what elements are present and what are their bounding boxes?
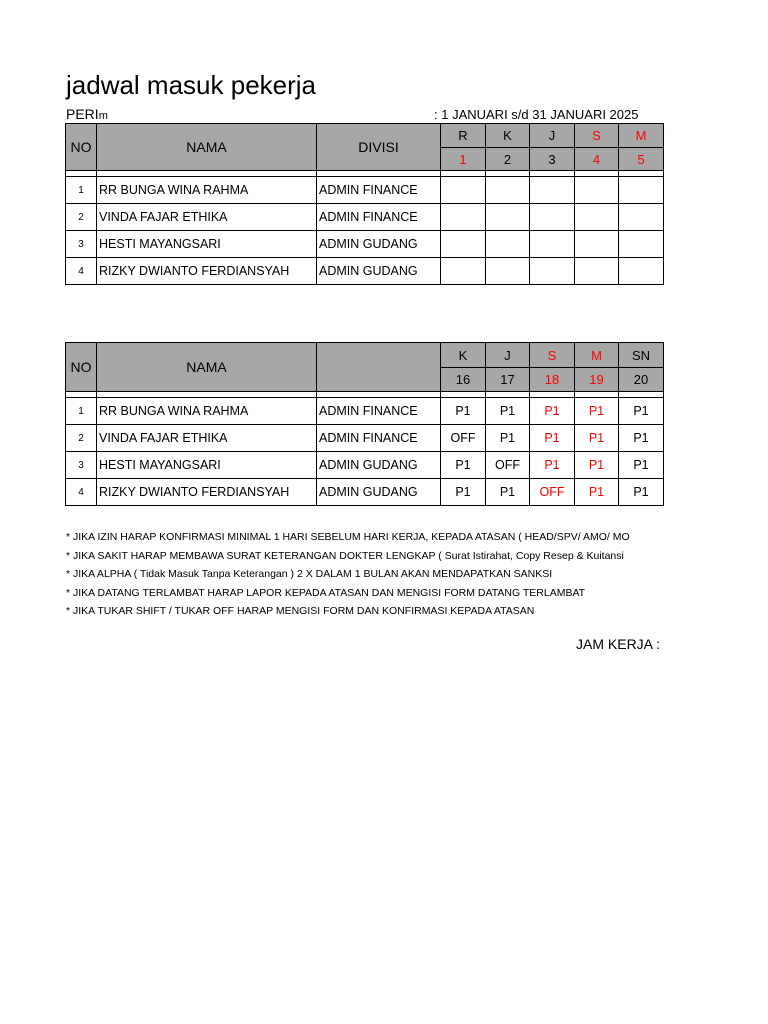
shift-cell: P1 bbox=[619, 479, 664, 506]
note-item: * JIKA SAKIT HARAP MEMBAWA SURAT KETERANGAN DOKTER LENGKAP ( Surat Istirahat, Copy Resep & Kuitansi bbox=[66, 549, 624, 562]
day-date: 17 bbox=[486, 368, 530, 392]
day-letter: SN bbox=[619, 343, 664, 368]
shift-cell bbox=[575, 177, 619, 204]
table-row bbox=[66, 479, 664, 506]
shift-cell bbox=[486, 177, 530, 204]
shift-cell: P1 bbox=[530, 398, 575, 425]
shift-cell bbox=[530, 231, 575, 258]
row-nama: RIZKY DWIANTO FERDIANSYAH bbox=[97, 479, 317, 506]
schedule-table-2 bbox=[65, 342, 664, 506]
header-no: NO bbox=[66, 124, 97, 171]
row-no: 3 bbox=[66, 452, 97, 479]
row-no: 3 bbox=[66, 231, 97, 258]
shift-cell bbox=[441, 258, 486, 285]
header-no: NO bbox=[66, 343, 97, 392]
header-divisi: DIVISI bbox=[317, 124, 441, 171]
table-row bbox=[66, 425, 664, 452]
shift-cell bbox=[575, 258, 619, 285]
shift-cell: P1 bbox=[575, 452, 619, 479]
day-letter: S bbox=[530, 343, 575, 368]
row-nama: RR BUNGA WINA RAHMA bbox=[97, 398, 317, 425]
shift-cell: P1 bbox=[486, 425, 530, 452]
day-letter: M bbox=[619, 124, 664, 148]
day-letter: M bbox=[575, 343, 619, 368]
shift-cell: P1 bbox=[441, 452, 486, 479]
day-letter: J bbox=[530, 124, 575, 148]
shift-cell: P1 bbox=[441, 479, 486, 506]
shift-cell bbox=[619, 177, 664, 204]
shift-cell: P1 bbox=[575, 398, 619, 425]
table-row bbox=[66, 258, 664, 285]
header-nama: NAMA bbox=[97, 124, 317, 171]
row-no: 1 bbox=[66, 398, 97, 425]
day-letter: R bbox=[441, 124, 486, 148]
row-divisi: ADMIN GUDANG bbox=[317, 452, 441, 479]
row-divisi: ADMIN FINANCE bbox=[317, 398, 441, 425]
day-date: 20 bbox=[619, 368, 664, 392]
header-divisi bbox=[317, 343, 441, 392]
periode-value: : 1 JANUARI s/d 31 JANUARI 2025 bbox=[434, 107, 639, 122]
day-letter: J bbox=[486, 343, 530, 368]
periode-label-text: PERI bbox=[66, 106, 99, 122]
row-divisi: ADMIN GUDANG bbox=[317, 258, 441, 285]
day-date: 18 bbox=[530, 368, 575, 392]
notes-list bbox=[66, 528, 662, 621]
row-divisi: ADMIN FINANCE bbox=[317, 177, 441, 204]
row-no: 4 bbox=[66, 258, 97, 285]
row-nama: HESTI MAYANGSARI bbox=[97, 452, 317, 479]
shift-cell: P1 bbox=[486, 398, 530, 425]
day-date: 16 bbox=[441, 368, 486, 392]
note-item: * JIKA IZIN HARAP KONFIRMASI MINIMAL 1 HARI SEBELUM HARI KERJA, KEPADA ATASAN ( HEAD/SPV/ AMO/ MO bbox=[66, 531, 630, 543]
day-date: 1 bbox=[441, 148, 486, 171]
shift-cell bbox=[486, 204, 530, 231]
shift-cell: OFF bbox=[530, 479, 575, 506]
day-date: 19 bbox=[575, 368, 619, 392]
row-no: 1 bbox=[66, 177, 97, 204]
row-nama: HESTI MAYANGSARI bbox=[97, 231, 317, 258]
shift-cell: OFF bbox=[486, 452, 530, 479]
shift-cell bbox=[530, 177, 575, 204]
periode-label bbox=[66, 106, 108, 122]
shift-cell: P1 bbox=[575, 425, 619, 452]
note-item: * JIKA TUKAR SHIFT / TUKAR OFF HARAP MENGISI FORM DAN KONFIRMASI KEPADA ATASAN bbox=[66, 605, 535, 618]
shift-cell bbox=[486, 258, 530, 285]
shift-cell: P1 bbox=[530, 425, 575, 452]
table-row bbox=[66, 452, 664, 479]
shift-cell: P1 bbox=[619, 425, 664, 452]
shift-cell: P1 bbox=[575, 479, 619, 506]
jam-kerja-label: JAM KERJA : bbox=[576, 636, 661, 652]
schedule-table-1 bbox=[65, 123, 664, 285]
shift-cell bbox=[530, 204, 575, 231]
row-divisi: ADMIN GUDANG bbox=[317, 231, 441, 258]
shift-cell bbox=[530, 258, 575, 285]
shift-cell bbox=[441, 204, 486, 231]
row-nama: VINDA FAJAR ETHIKA bbox=[97, 204, 317, 231]
shift-cell: P1 bbox=[486, 479, 530, 506]
row-nama: VINDA FAJAR ETHIKA bbox=[97, 425, 317, 452]
row-divisi: ADMIN FINANCE bbox=[317, 204, 441, 231]
header-nama: NAMA bbox=[97, 343, 317, 392]
day-date: 3 bbox=[530, 148, 575, 171]
row-divisi: ADMIN FINANCE bbox=[317, 425, 441, 452]
row-no: 2 bbox=[66, 204, 97, 231]
shift-cell bbox=[575, 204, 619, 231]
shift-cell bbox=[575, 231, 619, 258]
day-letter: K bbox=[441, 343, 486, 368]
periode-fragment: m bbox=[98, 110, 108, 122]
day-letter: K bbox=[486, 124, 530, 148]
shift-cell: P1 bbox=[619, 398, 664, 425]
shift-cell: P1 bbox=[619, 452, 664, 479]
shift-cell: OFF bbox=[441, 425, 486, 452]
row-no: 2 bbox=[66, 425, 97, 452]
day-date: 5 bbox=[619, 148, 664, 171]
row-no: 4 bbox=[66, 479, 97, 506]
table-row bbox=[66, 204, 664, 231]
day-date: 2 bbox=[486, 148, 530, 171]
shift-cell bbox=[619, 204, 664, 231]
table-row bbox=[66, 231, 664, 258]
shift-cell bbox=[619, 231, 664, 258]
table-row bbox=[66, 398, 664, 425]
row-divisi: ADMIN GUDANG bbox=[317, 479, 441, 506]
shift-cell bbox=[441, 231, 486, 258]
day-letter: S bbox=[575, 124, 619, 148]
shift-cell bbox=[441, 177, 486, 204]
shift-cell: P1 bbox=[530, 452, 575, 479]
day-date: 4 bbox=[575, 148, 619, 171]
note-item: * JIKA DATANG TERLAMBAT HARAP LAPOR KEPADA ATASAN DAN MENGISI FORM DATANG TERLAMBAT bbox=[66, 586, 586, 599]
note-item: * JIKA ALPHA ( Tidak Masuk Tanpa Keterangan ) 2 X DALAM 1 BULAN AKAN MENDAPATKAN SANKSI bbox=[66, 568, 553, 581]
shift-cell bbox=[619, 258, 664, 285]
row-nama: RR BUNGA WINA RAHMA bbox=[97, 177, 317, 204]
table-row bbox=[66, 177, 664, 204]
shift-cell bbox=[486, 231, 530, 258]
row-nama: RIZKY DWIANTO FERDIANSYAH bbox=[97, 258, 317, 285]
shift-cell: P1 bbox=[441, 398, 486, 425]
page-title: jadwal masuk pekerja bbox=[66, 70, 317, 100]
